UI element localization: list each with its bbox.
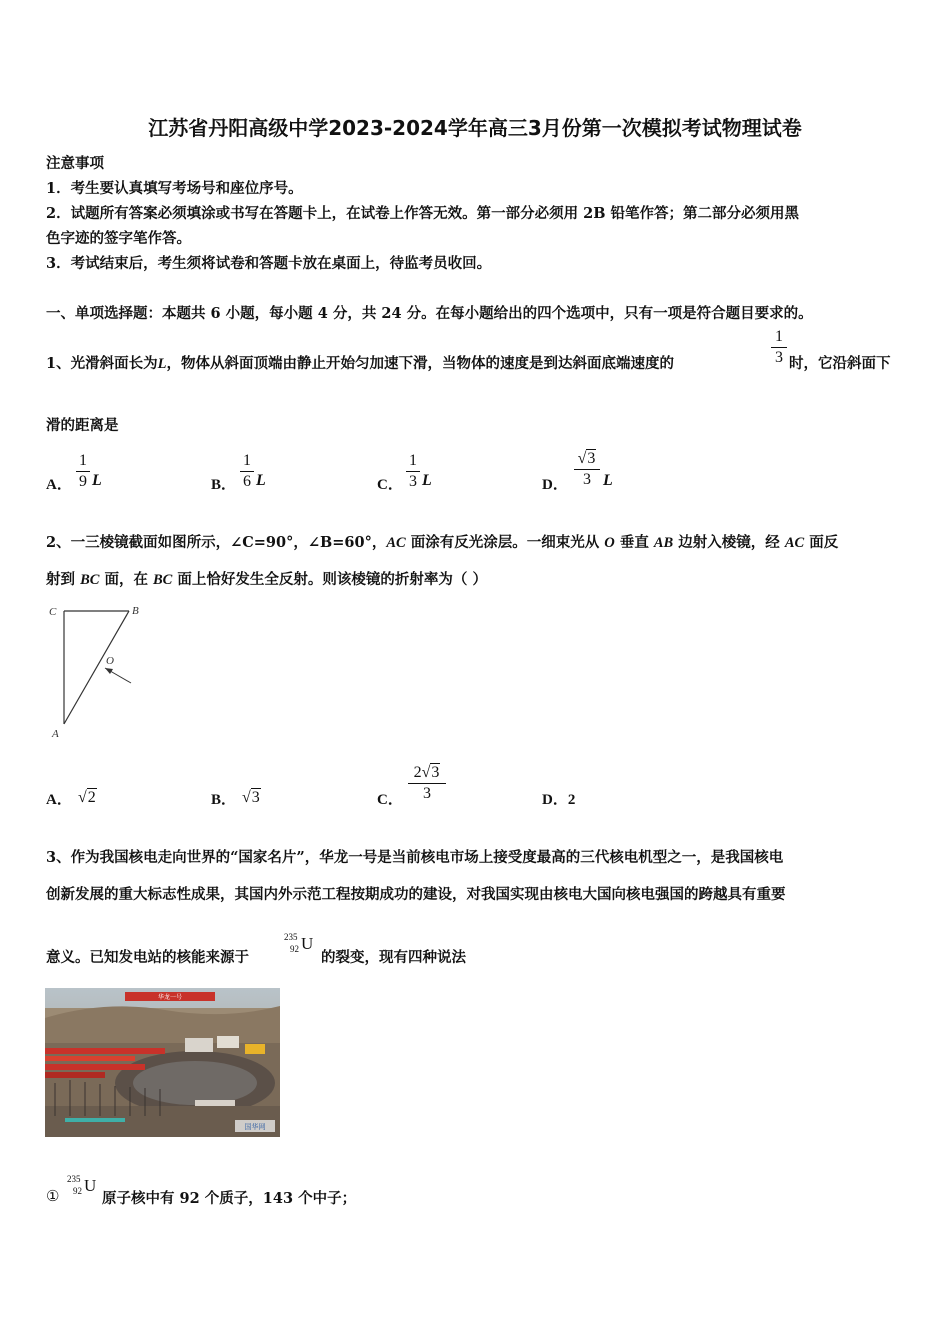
q1-option-c-suffix: L [422, 472, 432, 489]
photo-banner-text: 华龙一号 [157, 994, 183, 1001]
q1-line2: 滑的距离是 [46, 417, 119, 434]
q1-option-a-fraction: 1 9 [76, 452, 90, 491]
q2-option-c-label: C． [377, 792, 403, 808]
q2-option-b-value: √3 [242, 789, 260, 806]
photo-watermark: 国华网 [244, 1123, 266, 1131]
q2-option-c-fraction: 2√3 3 [408, 764, 446, 803]
q2-line1: 2、一三棱镜截面如图所示，∠C=90°，∠B=60°，AC 面涂有反光涂层。一细束光从 O 垂直 AB 边射入棱镜，经 AC 面反 [46, 534, 839, 551]
q3-line2: 创新发展的重大标志性成果，其国内外示范工程按期成功的建设，对我国实现由核电大国向核电强国的跨越具有重要 [46, 886, 786, 903]
construction-site-photo [45, 988, 280, 1137]
label-c: C [49, 606, 57, 618]
label-a: A [52, 728, 59, 740]
q1-line1-end: 时，它沿斜面下 [789, 355, 891, 372]
q3-line3-start: 意义。已知发电站的核能来源于 [46, 949, 249, 966]
q2-option-b-label: B． [211, 792, 237, 808]
q1-fraction: 1 3 [771, 328, 787, 367]
uranium-nuclide-statement: 235 92 U [67, 1174, 97, 1196]
q1-option-a-suffix: L [92, 472, 102, 489]
q1-option-d-fraction: √3 3 [574, 450, 600, 489]
notice-item-3: 3．考试结束后，考生须将试卷和答题卡放在桌面上，待监考员收回。 [46, 255, 492, 272]
label-b: B [132, 605, 139, 617]
q1-option-c-fraction: 1 3 [406, 452, 420, 491]
prism-diagram [40, 598, 160, 743]
ray-arrow-icon [105, 668, 113, 674]
notice-item-2b: 色字迹的签字笔作答。 [46, 230, 191, 247]
q2-option-a-label: A． [46, 792, 72, 808]
q1-option-b-label: B． [211, 477, 237, 493]
q1-option-b-suffix: L [256, 472, 266, 489]
q1-option-c-label: C． [377, 477, 403, 493]
notice-heading: 注意事项 [46, 155, 104, 172]
q1-line1: 1、光滑斜面长为L，物体从斜面顶端由静止开始匀加速下滑，当物体的速度是到达斜面底端速度的 [46, 355, 674, 372]
q3-line3-end: 的裂变，现有四种说法 [321, 949, 466, 966]
uranium-nuclide: 235 92 U [284, 932, 314, 954]
statement-1-text: 原子核中有 92 个质子，143 个中子； [102, 1190, 357, 1207]
q1-option-d-suffix: L [603, 472, 613, 489]
statement-1-marker: ① [46, 1187, 60, 1205]
notice-item-2a: 2．试题所有答案必须填涂或书写在答题卡上，在试卷上作答无效。第一部分必须用 2B 铅笔作答；第二部分必须用黑 [46, 205, 800, 222]
label-o: O [106, 655, 114, 667]
q3-line1: 3、作为我国核电走向世界的“国家名片”，华龙一号是当前核电市场上接受度最高的三代核电机型之一，是我国核电 [46, 849, 784, 866]
page-title: 江苏省丹阳高级中学2023-2024学年高三3月份第一次模拟考试物理试卷 [148, 116, 802, 140]
q1-option-b-fraction: 1 6 [240, 452, 254, 491]
notice-item-1: 1．考生要认真填写考场号和座位序号。 [46, 180, 303, 197]
q2-option-a-value: √2 [78, 789, 96, 806]
section-heading: 一、单项选择题：本题共 6 小题，每小题 4 分，共 24 分。在每小题给出的四个选项中，只有一项是符合题目要求的。 [46, 305, 813, 322]
q1-option-d-label: D． [542, 477, 568, 493]
q2-option-d-label: D．2 [542, 792, 576, 808]
q2-line2: 射到 BC 面，在 BC 面上恰好发生全反射。则该棱镜的折射率为（ ） [46, 571, 487, 588]
q1-option-a-label: A． [46, 477, 72, 493]
prism-edge-ab [64, 611, 129, 724]
